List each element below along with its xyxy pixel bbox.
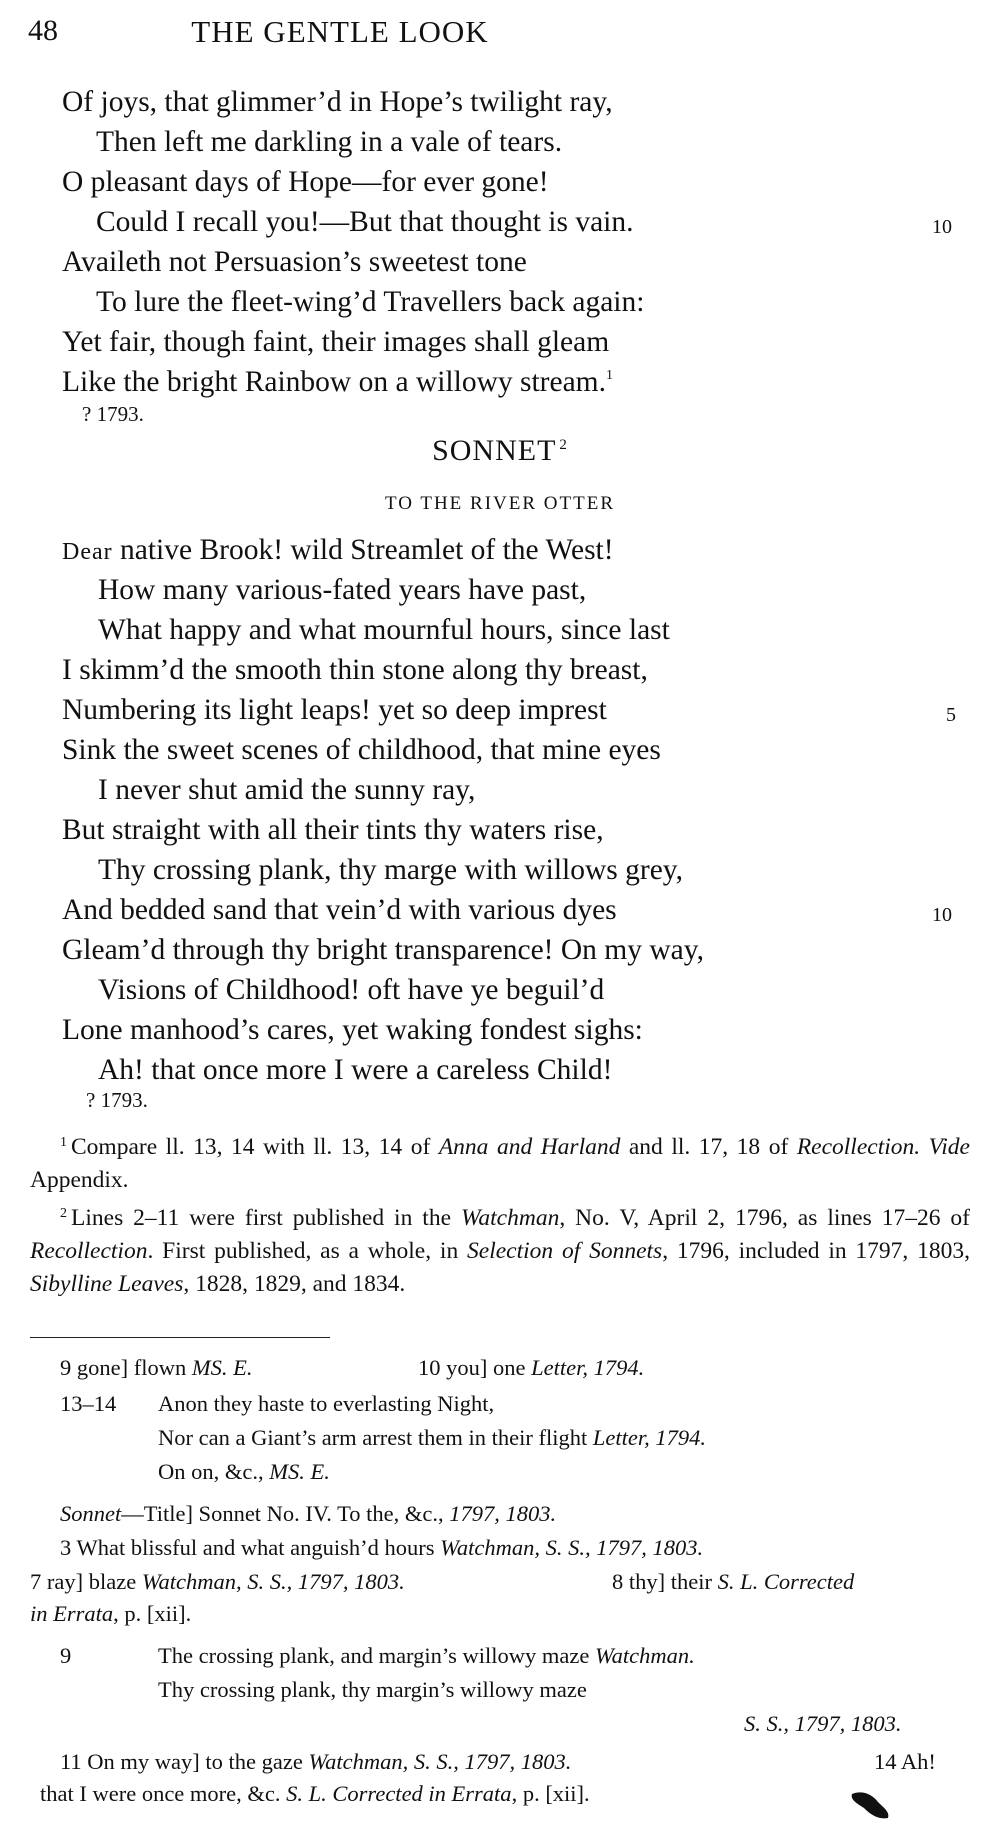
- sonnet-subtitle: TO THE RIVER OTTER: [384, 493, 616, 514]
- variant-source: [744, 1708, 902, 1740]
- poem-line: To lure the fleet-wing’d Travellers back again:: [96, 286, 645, 318]
- running-title: THE GENTLE LOOK: [191, 14, 489, 49]
- variant-line-number: 9: [60, 1643, 72, 1668]
- poem-line: [62, 368, 613, 398]
- page-header: [0, 14, 1000, 54]
- variant-source: MS. E.: [269, 1459, 330, 1484]
- small-caps-word: Dear: [62, 539, 113, 565]
- variant-source: Watchman, S. S., 1797, 1803.: [308, 1749, 572, 1774]
- poem-line: Thy crossing plank, thy marge with willows grey,: [98, 854, 684, 886]
- variant-source: Watchman, S. S., 1797, 1803.: [141, 1569, 405, 1594]
- variant-line: [60, 1352, 252, 1384]
- variant-line: [158, 1456, 330, 1488]
- variant-text: that I were once more, &c.: [40, 1781, 287, 1806]
- footnote-1: [30, 1126, 970, 1197]
- variant-source: Letter, 1794.: [531, 1355, 645, 1380]
- variant-line: [158, 1422, 706, 1454]
- variant-text: On on, &c.,: [158, 1459, 270, 1484]
- variant-source: Watchman, S. S., 1797, 1803.: [440, 1535, 704, 1560]
- poem-line: And bedded sand that vein’d with various dyes: [62, 894, 617, 926]
- variant-source: Watchman.: [595, 1643, 695, 1668]
- poem-date: ? 1793.: [82, 402, 144, 426]
- footnote-ref: 2: [559, 437, 568, 453]
- line-number: 10: [932, 904, 952, 926]
- poem-line: What happy and what mournful hours, since last: [98, 614, 670, 646]
- poem-line-text: native Brook! wild Streamlet of the West!: [112, 534, 614, 566]
- poem-line: Then left me darkling in a vale of tears.: [96, 126, 563, 158]
- variant-source: S. L. Corrected: [717, 1569, 855, 1594]
- footnote-title: Sibylline Leaves: [30, 1271, 184, 1297]
- line-number: 10: [932, 216, 952, 238]
- poem-line: Lone manhood’s cares, yet waking fondest sighs:: [62, 1014, 643, 1046]
- poem-line: Gleam’d through thy bright transparence! On my way,: [62, 934, 704, 966]
- poem-line: I never shut amid the sunny ray,: [98, 774, 476, 806]
- footnote-marker: 1: [60, 1135, 67, 1150]
- footnote-text: Lines 2–11 were first published in the: [71, 1205, 461, 1231]
- variant-text: 3 What blissful and what anguish’d hours: [60, 1535, 441, 1560]
- footnote-title: Vide: [928, 1134, 970, 1160]
- poem-line: Could I recall you!—But that thought is vain.: [96, 206, 634, 238]
- variant-text: 8 thy] their: [612, 1569, 718, 1594]
- variant-line: [418, 1352, 644, 1384]
- variant-text: —Title] Sonnet No. IV. To the, &c.,: [121, 1501, 450, 1526]
- footnote-marker: 2: [60, 1206, 67, 1221]
- variant-source: S. L. Corrected in Errata: [286, 1781, 512, 1806]
- poem-line: Availeth not Persuasion’s sweetest tone: [62, 246, 527, 278]
- footnote-text: . First published, as a whole, in: [147, 1238, 468, 1264]
- footnote-divider: [30, 1337, 330, 1338]
- poem-line: Visions of Childhood! oft have ye beguil’d: [98, 974, 605, 1006]
- poem-line: [62, 536, 614, 566]
- ink-blot: [848, 1788, 892, 1822]
- line-number: 5: [946, 704, 956, 726]
- variant-line: [30, 1598, 191, 1630]
- footnote-text: and ll. 17, 18 of: [620, 1134, 797, 1160]
- variant-source: MS. E.: [191, 1355, 253, 1380]
- textual-variants: [30, 1352, 970, 1806]
- variant-text: Nor can a Giant’s arm arrest them in their flight: [158, 1425, 593, 1450]
- variant-text: , p. [xii].: [511, 1781, 590, 1806]
- variant-source: in Errata: [30, 1601, 114, 1626]
- variant-line: [60, 1532, 703, 1564]
- footnote-text: Appendix.: [30, 1167, 129, 1193]
- footnote-text: , 1828, 1829, and 1834.: [183, 1271, 406, 1297]
- footnote-title: Selection of Sonnets: [467, 1238, 663, 1264]
- footnotes: [30, 1126, 970, 1301]
- variant-text: 14 Ah!: [874, 1749, 936, 1774]
- variant-text: 7 ray] blaze: [30, 1569, 142, 1594]
- variant-text: Thy crossing plank, thy margin’s willowy maze: [158, 1677, 587, 1702]
- poem-line: I skimm’d the smooth thin stone along thy breast,: [62, 654, 648, 686]
- poem-line: Ah! that once more I were a careless Child!: [98, 1054, 613, 1086]
- variant-text: 9 gone] flown: [60, 1355, 192, 1380]
- poem-line: Numbering its light leaps! yet so deep imprest: [62, 694, 607, 726]
- variant-line: [158, 1640, 695, 1672]
- footnote-2: [30, 1197, 970, 1301]
- variant-source: Sonnet: [60, 1501, 122, 1526]
- sonnet-title: [0, 434, 1000, 468]
- variant-text: The crossing plank, and margin’s willowy maze: [158, 1643, 595, 1668]
- footnote-title: Recollection: [30, 1238, 148, 1264]
- footnote-title: Watchman: [460, 1205, 560, 1231]
- footnote-text: [920, 1134, 929, 1160]
- page-number: 48: [28, 14, 58, 47]
- variant-line: [60, 1498, 556, 1530]
- footnote-title: Anna and Harland: [438, 1134, 621, 1160]
- footnote-text: Compare ll. 13, 14 with ll. 13, 14 of: [71, 1134, 439, 1160]
- variant-line: [30, 1566, 405, 1598]
- variant-text: 11 On my way] to the gaze: [60, 1749, 309, 1774]
- footnote-text: , 1796, included in 1797, 1803,: [662, 1238, 970, 1264]
- variant-source: 1797, 1803.: [449, 1501, 557, 1526]
- footnote-text: , No. V, April 2, 1796, as lines 17–26 of: [559, 1205, 970, 1231]
- variant-text: 10 you] one: [418, 1355, 532, 1380]
- variant-text: Anon they haste to everlasting Night,: [158, 1391, 495, 1416]
- sonnet-title-text: SONNET: [432, 434, 557, 467]
- poem-line: Sink the sweet scenes of childhood, that mine eyes: [62, 734, 661, 766]
- poem-line: How many various-fated years have past,: [98, 574, 587, 606]
- variant-source-text: S. S., 1797, 1803.: [744, 1711, 902, 1736]
- footnote-title: Recollection.: [796, 1134, 921, 1160]
- variant-text: , p. [xii].: [113, 1601, 192, 1626]
- poem-line: O pleasant days of Hope—for ever gone!: [62, 166, 549, 198]
- poem-line: But straight with all their tints thy waters rise,: [62, 814, 604, 846]
- variant-source: Letter, 1794.: [592, 1425, 707, 1450]
- poem-date: ? 1793.: [86, 1088, 148, 1112]
- poem-line: Yet fair, though faint, their images shall gleam: [62, 326, 610, 358]
- variant-line: [40, 1778, 590, 1810]
- variant-line: [612, 1566, 854, 1598]
- footnote-ref: 1: [606, 368, 614, 383]
- variant-line: [60, 1746, 571, 1778]
- poem-line-text: Like the bright Rainbow on a willowy stream.: [62, 366, 607, 398]
- variant-line-number: 13–14: [60, 1391, 117, 1416]
- poem-line: Of joys, that glimmer’d in Hope’s twilight ray,: [62, 86, 613, 118]
